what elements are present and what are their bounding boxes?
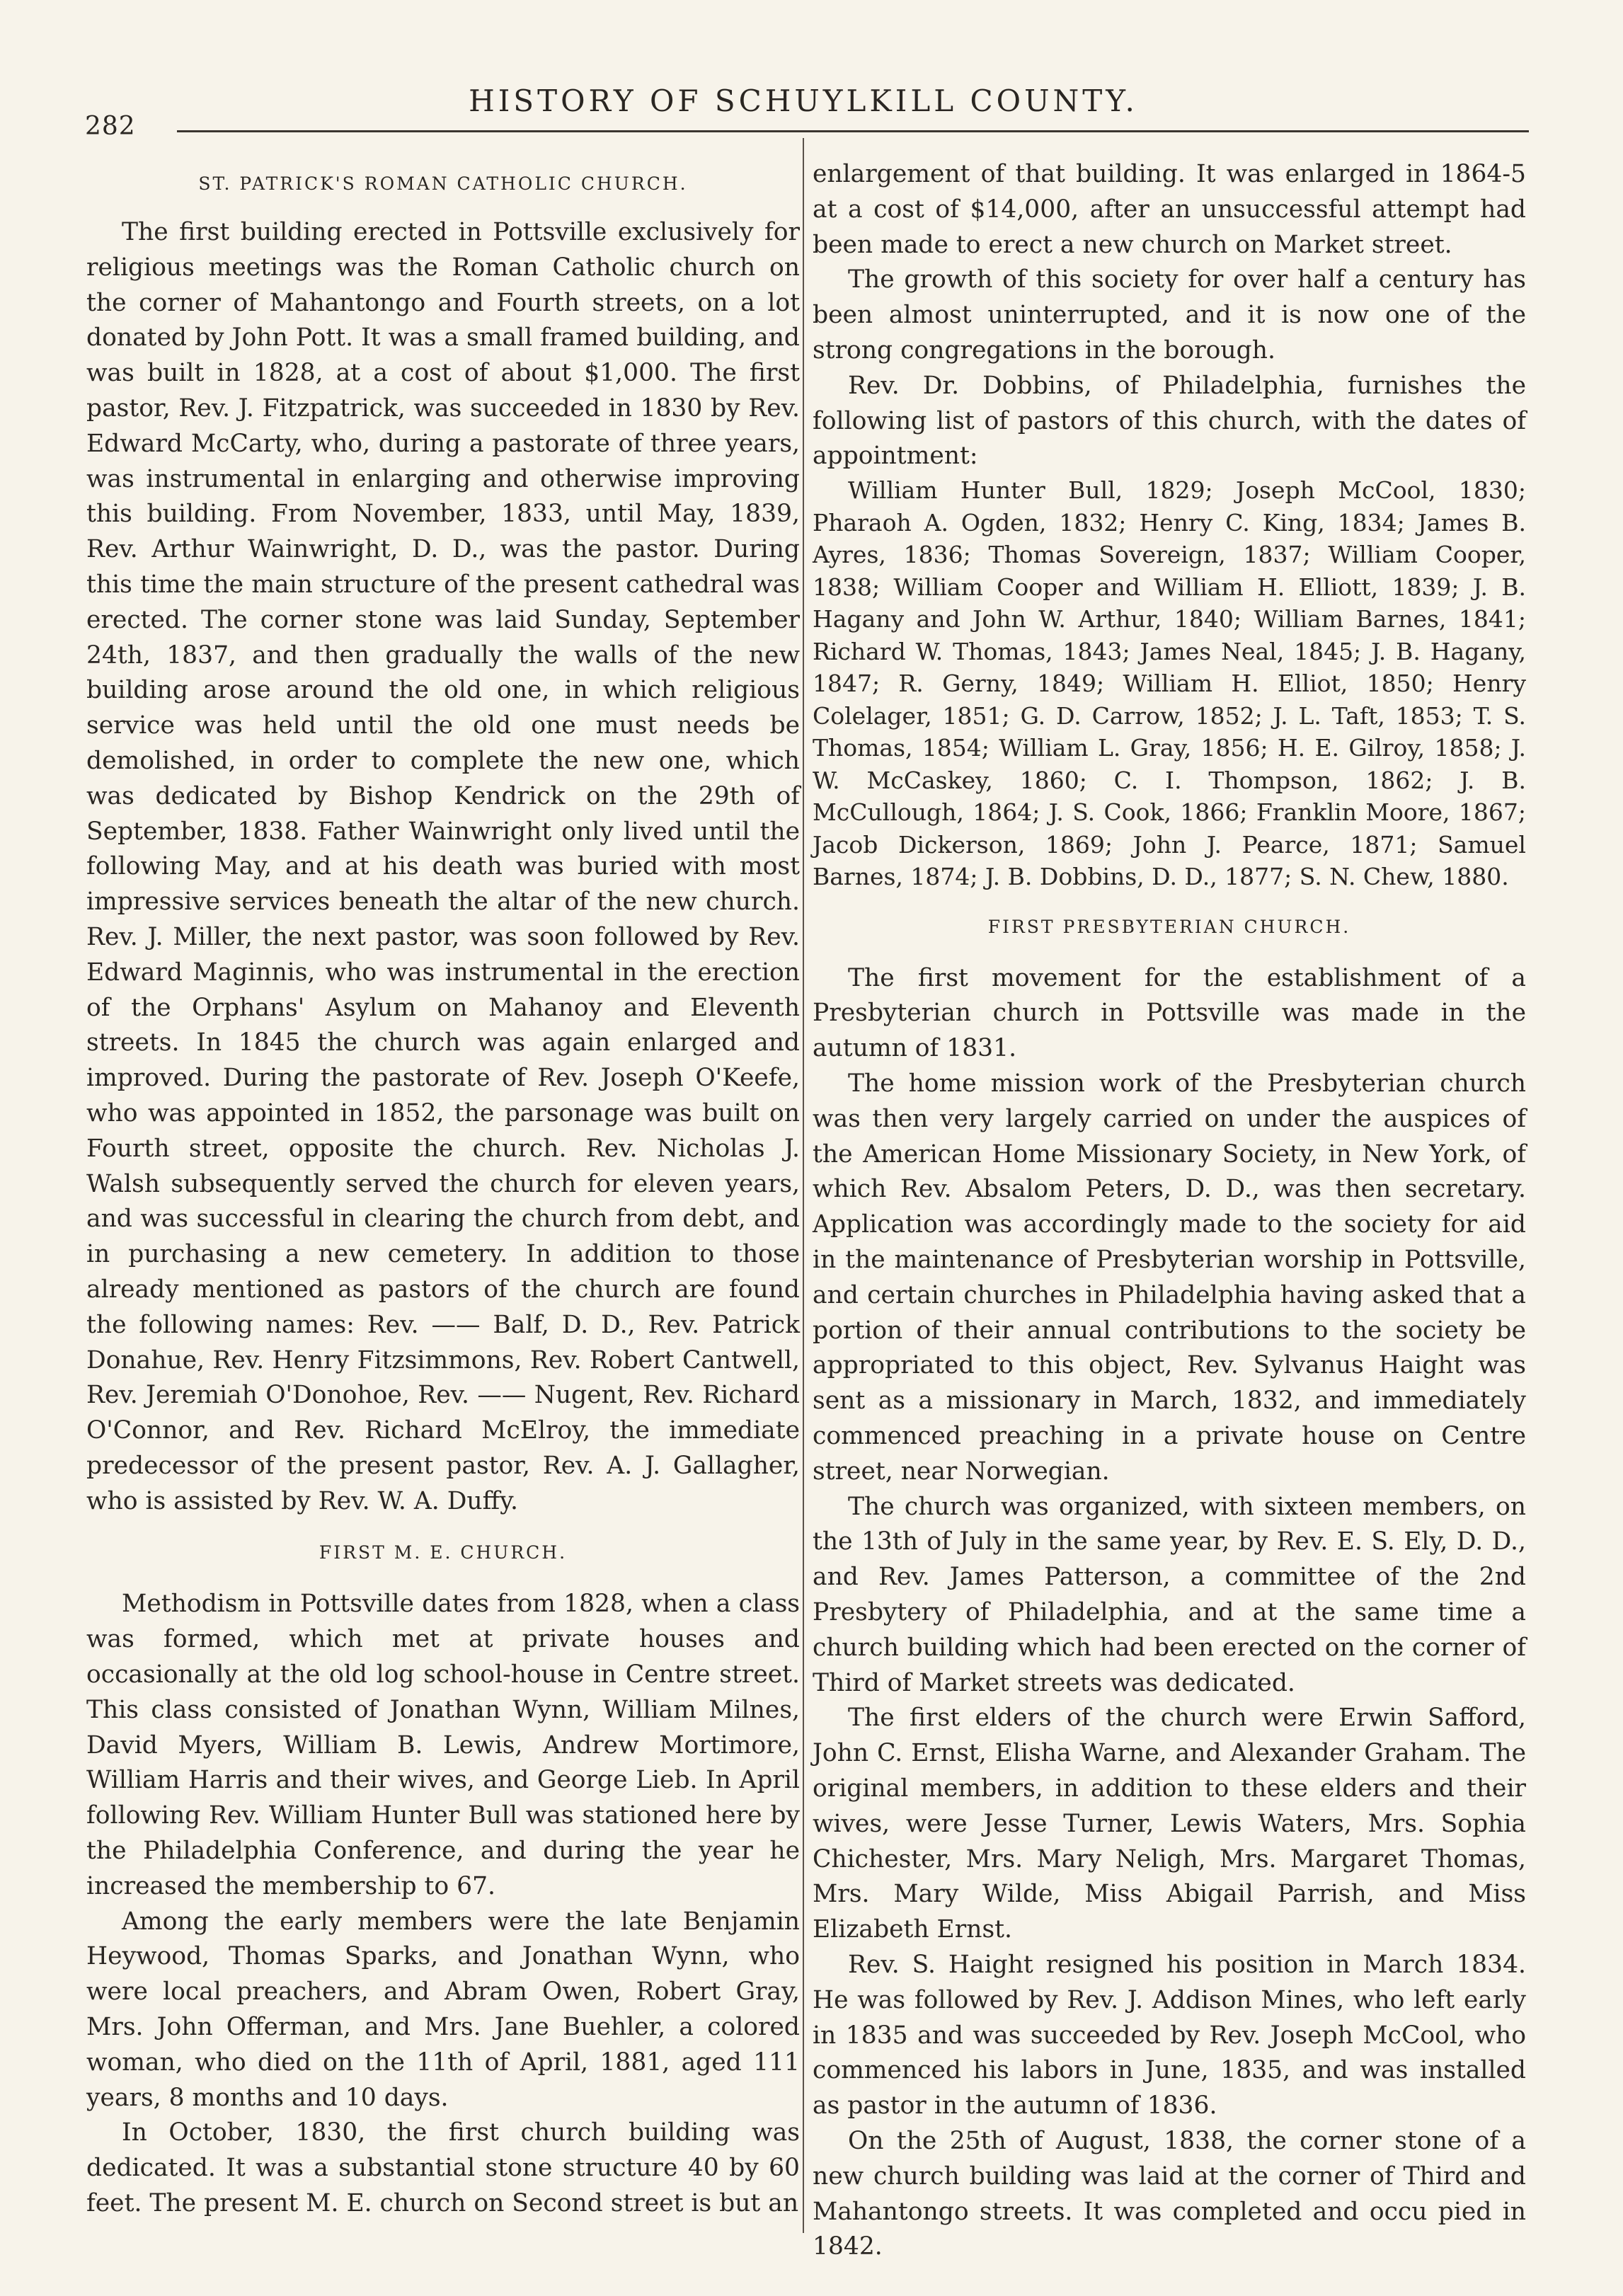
section-heading-st-patricks: ST. PATRICK'S ROMAN CATHOLIC CHURCH. — [198, 173, 688, 194]
page-header — [78, 76, 1529, 141]
right-column — [813, 157, 1526, 2265]
page-number: 282 — [85, 112, 136, 141]
paragraph: The first movement for the establishment of a Presbyterian church in Pottsville was made in the autumn of 1831. — [813, 963, 1526, 1063]
header-rule — [177, 130, 1529, 132]
paragraph: The church was organized, with sixteen members, on the 13th of July in the same year, by Rev. E. S. Ely, D. D., and Rev. James Patterson, a committee of the 2nd Presbytery of Philadelphia, and at the same time a church building which had been erected on the corner of Third of Market streets was dedicated. — [813, 1492, 1526, 1697]
paragraph: enlargement of that building. It was enlarged in 1864-5 at a cost of $14,000, after an unsuccessful attempt had been made to erect a new church on Market street. — [813, 160, 1526, 259]
paragraph: Rev. S. Haight resigned his position in March 1834. He was followed by Rev. J. Addison Mines, who left early in 1835 and was succeeded by Rev. Joseph McCool, who commenced his labors in June, 1835, and was installed as pastor in the autumn of 1836. — [813, 1950, 1526, 2120]
left-column — [86, 160, 800, 2222]
paragraph: Among the early members were the late Benjamin Heywood, Thomas Sparks, and Jonathan Wynn, who were local preachers, and Abram Owen, Robert Gray, Mrs. John Offerman, and Mrs. Jane Buehler, a colored woman, who died on the 11th of April, 1881, aged 111 years, 8 months and 10 days. — [86, 1907, 800, 2112]
running-title: HISTORY OF SCHUYLKILL COUNTY. — [469, 84, 1138, 118]
paragraph: Methodism in Pottsville dates from 1828, when a class was formed, which met at private houses and occasionally at the old log school-house in Centre street. This class consisted of Jonathan Wynn, William Milnes, David Myers, William B. Lewis, Andrew Mortimore, William Harris and their wives, and George Lieb. In April following Rev. William Hunter Bull was stationed here by the Philadelphia Conference, and during the year he increased the membership to 67. — [86, 1590, 800, 1900]
paragraph: The first building erected in Pottsville exclusively for religious meetings was the Roman Catholic church on the corner of Mahantongo and Fourth streets, on a lot donated by John Pott. It was a small framed building, and was built in 1828, at a cost of about $1,000. The first pastor, Rev. J. Fitzpatrick, was succeeded in 1830 by Rev. Edward McCarty, who, during a pastorate of three years, was instrumental in enlarging and otherwise improving this building. From November, 1833, until May, 1839, Rev. Arthur Wainwright, D. D., was the pastor. During this time the main structure of the present cathedral was erected. The corner stone was laid Sunday, September 24th, 1837, and then gradually the walls of the new building arose around the old one, in which religious service was held until the old one must needs be demolished, in order to complete the new one, which was dedicated by Bishop Kendrick on the 29th of September, 1838. Father Wainwright only lived until the following May, and at his death was buried with most impressive services beneath the altar of the new church. Rev. J. Miller, the next pastor, was soon followed by Rev. Edward Maginnis, who was instrumental in the erection of the Orphans' Asylum on Mahanoy and Eleventh streets. In 1845 the church was again enlarged and improved. During the pastorate of Rev. Joseph O'Keefe, who was appointed in 1852, the parsonage was built on Fourth street, opposite the church. Rev. Nicholas J. Walsh subsequently served the church for eleven years, and was successful in clearing the church from debt, and in purchasing a new cemetery. In addition to those already mentioned as pastors of the church are found the following names: Rev. —— Balf, D. D., Rev. Patrick Donahue, Rev. Henry Fitzsimmons, Rev. Robert Cantwell, Rev. Jeremiah O'Donohoe, Rev. —— Nugent, Rev. Richard O'Connor, and Rev. Richard McElroy, the immediate predecessor of the present pastor, Rev. A. J. Gallagher, who is assisted by Rev. W. A. Duffy. — [86, 218, 800, 1515]
paragraph: On the 25th of August, 1838, the corner stone of a new church building was laid at the corner of Third and Mahantongo streets. It was completed and occu pied in 1842. — [813, 2126, 1526, 2261]
paragraph: The home mission work of the Presbyterian church was then very largely carried on under the auspices of the American Home Missionary Society, in New York, of which Rev. Absalom Peters, D. D., was then secretary. Application was accordingly made to the society for aid in the maintenance of Presbyterian worship in Pottsville, and certain churches in Philadelphia having asked that a portion of their annual contributions to the society be appropriated to this object, Rev. Sylvanus Haight was sent as a missionary in March, 1832, and immediately commenced preaching in a private house on Centre street, near Norwegian. — [813, 1069, 1526, 1486]
column-divider — [803, 138, 804, 2233]
paragraph: The first elders of the church were Erwin Safford, John C. Ernst, Elisha Warne, and Alexander Graham. The original members, in addition to these elders and their wives, were Jesse Turner, Lewis Waters, Mrs. Sophia Chichester, Mrs. Mary Neligh, Mrs. Margaret Thomas, Mrs. Mary Wilde, Miss Abigail Parrish, and Miss Elizabeth Ernst. — [813, 1704, 1526, 1944]
paragraph: The growth of this society for over half a century has been almost uninterrupted, and it is now one of the strong congregations in the borough. — [813, 265, 1526, 365]
pastor-list: William Hunter Bull, 1829; Joseph McCool, 1830; Pharaoh A. Ogden, 1832; Henry C. King, 1834; James B. Ayres, 1836; Thomas Sovereign, 1837; William Cooper, 1838; William Cooper and William H. Elliott, 1839; J. B. Hagany and John W. Arthur, 1840; William Barnes, 1841; Richard W. Thomas, 1843; James Neal, 1845; J. B. Hagany, 1847; R. Gerny, 1849; William H. Elliot, 1850; Henry Colelager, 1851; G. D. Carrow, 1852; J. L. Taft, 1853; T. S. Thomas, 1854; William L. Gray, 1856; H. E. Gilroy, 1858; J. W. McCaskey, 1860; C. I. Thompson, 1862; J. B. McCullough, 1864; J. S. Cook, 1866; Franklin Moore, 1867; Jacob Dickerson, 1869; John J. Pearce, 1871; Samuel Barnes, 1874; J. B. Dobbins, D. D., 1877; S. N. Chew, 1880. — [813, 476, 1526, 891]
paragraph: Rev. Dr. Dobbins, of Philadelphia, furnishes the following list of pastors of this church, with the dates of appointment: — [813, 371, 1526, 471]
section-heading-first-presbyterian: FIRST PRESBYTERIAN CHURCH. — [987, 916, 1351, 937]
paragraph: In October, 1830, the first church building was dedicated. It was a substantial stone structure 40 by 60 feet. The present M. E. church on Second street is but an — [86, 2118, 800, 2218]
section-heading-first-me: FIRST M. E. CHURCH. — [319, 1542, 568, 1563]
